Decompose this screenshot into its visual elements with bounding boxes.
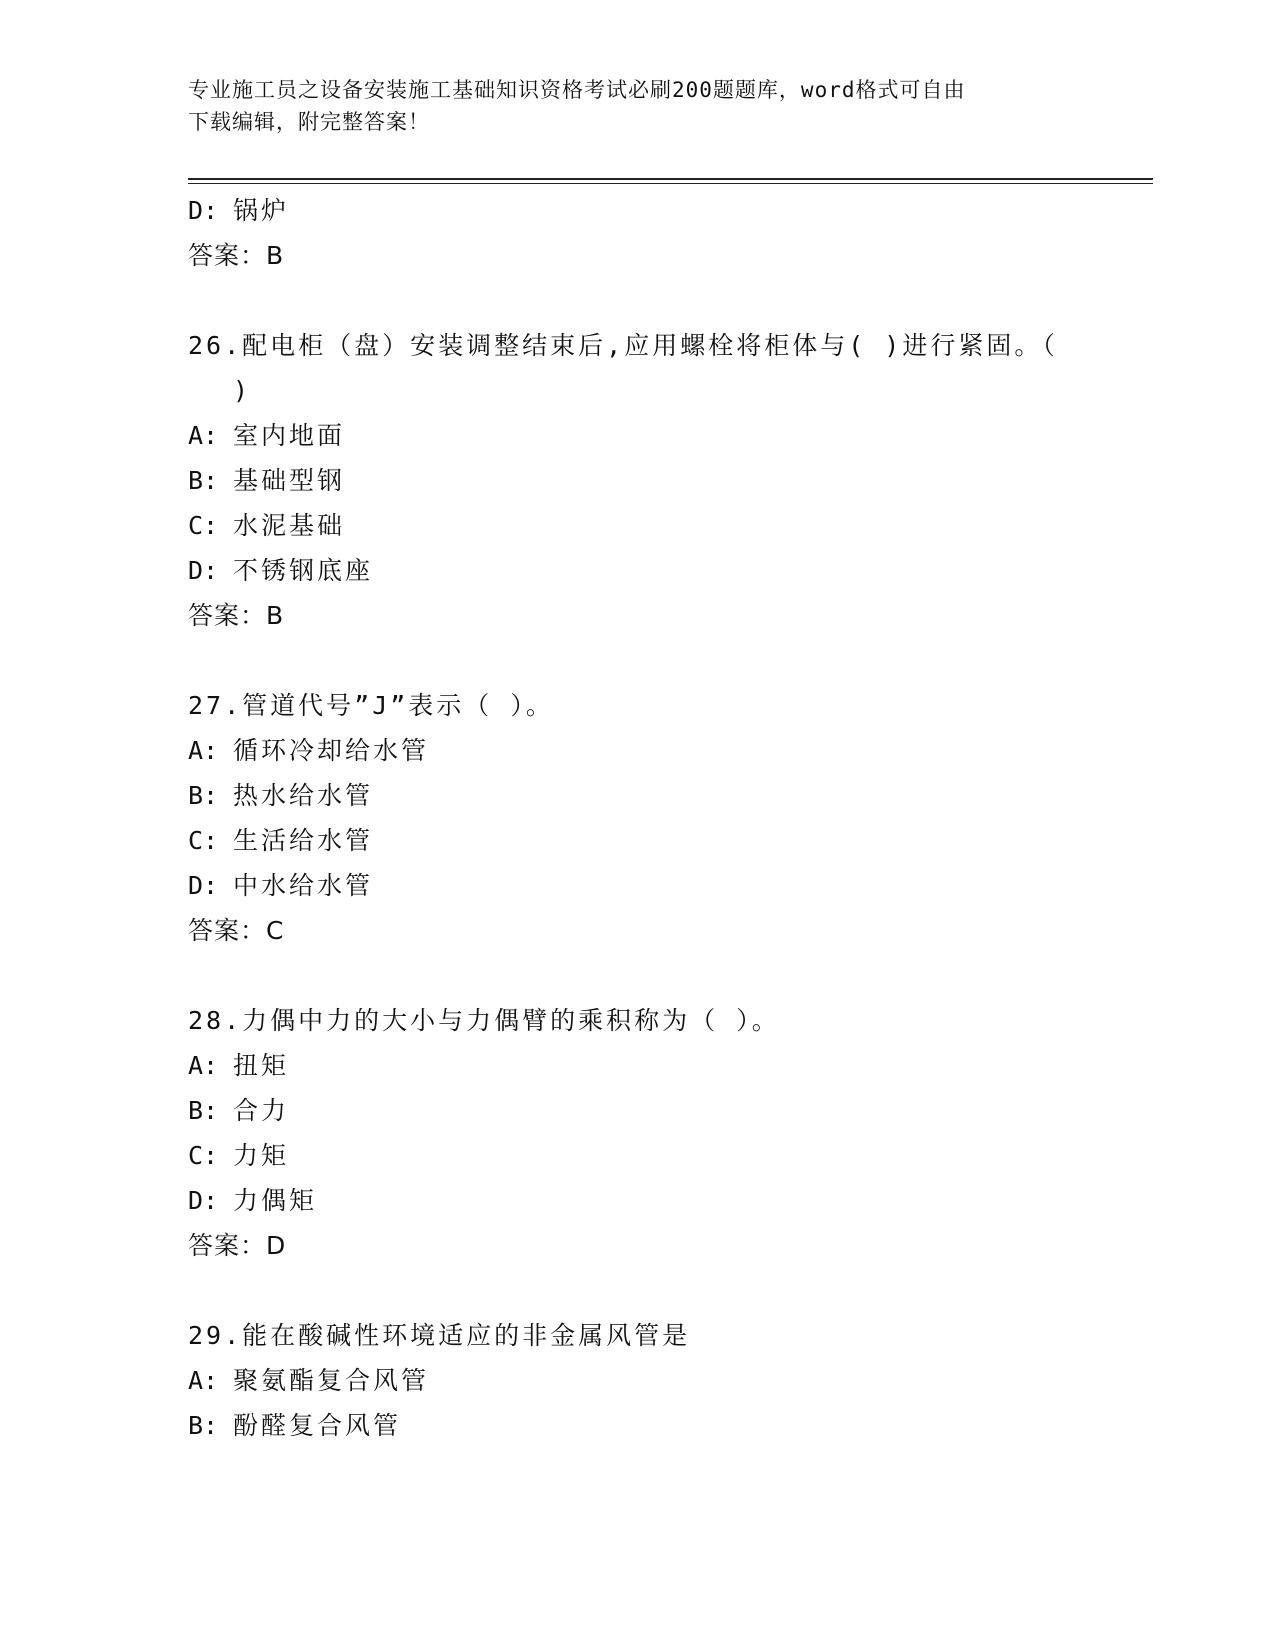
option-b bbox=[188, 1088, 1068, 1133]
header-line-1: 专业施工员之设备安装施工基础知识资格考试必刷200题题库，word格式可自由 bbox=[188, 78, 966, 102]
header-divider-thin bbox=[188, 183, 1153, 184]
option-text: 循环冷却给水管 bbox=[233, 736, 430, 765]
option-label: A: bbox=[188, 1366, 219, 1395]
option-text: 酚醛复合风管 bbox=[233, 1411, 402, 1440]
question-list bbox=[188, 188, 1068, 1448]
option-text: 生活给水管 bbox=[233, 826, 374, 855]
question-stem: 26.配电柜（盘）安装调整结束后,应用螺栓将柜体与( )进行紧固。（ bbox=[188, 331, 1058, 360]
option-a bbox=[188, 728, 1068, 773]
answer-line: 答案：B bbox=[188, 601, 285, 630]
option-text: 不锈钢底座 bbox=[233, 556, 374, 585]
header-line-2: 下载编辑，附完整答案！ bbox=[188, 110, 430, 134]
option-a bbox=[188, 413, 1068, 458]
option-label: D: bbox=[188, 871, 219, 900]
option-label: B: bbox=[188, 781, 219, 810]
option-label: B: bbox=[188, 1411, 219, 1440]
document-header bbox=[188, 74, 1078, 138]
option-text: 扭矩 bbox=[233, 1051, 290, 1080]
option-text: 聚氨酯复合风管 bbox=[233, 1366, 430, 1395]
question-stem: 28.力偶中力的大小与力偶臂的乘积称为（ ）。 bbox=[188, 1006, 780, 1035]
option-d bbox=[188, 1178, 1068, 1223]
option-text: 力矩 bbox=[233, 1141, 290, 1170]
option-text: 中水给水管 bbox=[233, 871, 374, 900]
question-stem: 27.管道代号”J”表示（ ）。 bbox=[188, 691, 554, 720]
option-d bbox=[188, 548, 1068, 593]
question-stem: 29.能在酸碱性环境适应的非金属风管是 bbox=[188, 1321, 691, 1350]
header-divider bbox=[188, 178, 1153, 180]
option-c bbox=[188, 503, 1068, 548]
option-text: 合力 bbox=[233, 1096, 290, 1125]
option-d bbox=[188, 863, 1068, 908]
option-label: C: bbox=[188, 826, 219, 855]
option-text: 室内地面 bbox=[233, 421, 346, 450]
option-text: 力偶矩 bbox=[233, 1186, 318, 1215]
answer-line: 答案：B bbox=[188, 241, 285, 270]
option-label: D: bbox=[188, 1186, 219, 1215]
option-label: B: bbox=[188, 466, 219, 495]
option-b bbox=[188, 773, 1068, 818]
option-label: C: bbox=[188, 1141, 219, 1170]
option-c bbox=[188, 1133, 1068, 1178]
option-text: 锅炉 bbox=[233, 196, 290, 225]
option-text: 水泥基础 bbox=[233, 511, 346, 540]
answer-line: 答案：D bbox=[188, 1231, 287, 1260]
option-c bbox=[188, 818, 1068, 863]
option-a bbox=[188, 1358, 1068, 1403]
option-label: D: bbox=[188, 556, 219, 585]
option-b bbox=[188, 1403, 1068, 1448]
option-label: A: bbox=[188, 736, 219, 765]
option-label: D: bbox=[188, 196, 219, 225]
option-label: C: bbox=[188, 511, 219, 540]
option-text: 热水给水管 bbox=[233, 781, 374, 810]
answer-line: 答案：C bbox=[188, 916, 285, 945]
option-label: A: bbox=[188, 421, 219, 450]
option-text: 基础型钢 bbox=[233, 466, 346, 495]
option-d bbox=[188, 188, 1068, 233]
option-a bbox=[188, 1043, 1068, 1088]
question-stem-continuation: ) bbox=[233, 376, 252, 405]
option-label: A: bbox=[188, 1051, 219, 1080]
option-b bbox=[188, 458, 1068, 503]
option-label: B: bbox=[188, 1096, 219, 1125]
